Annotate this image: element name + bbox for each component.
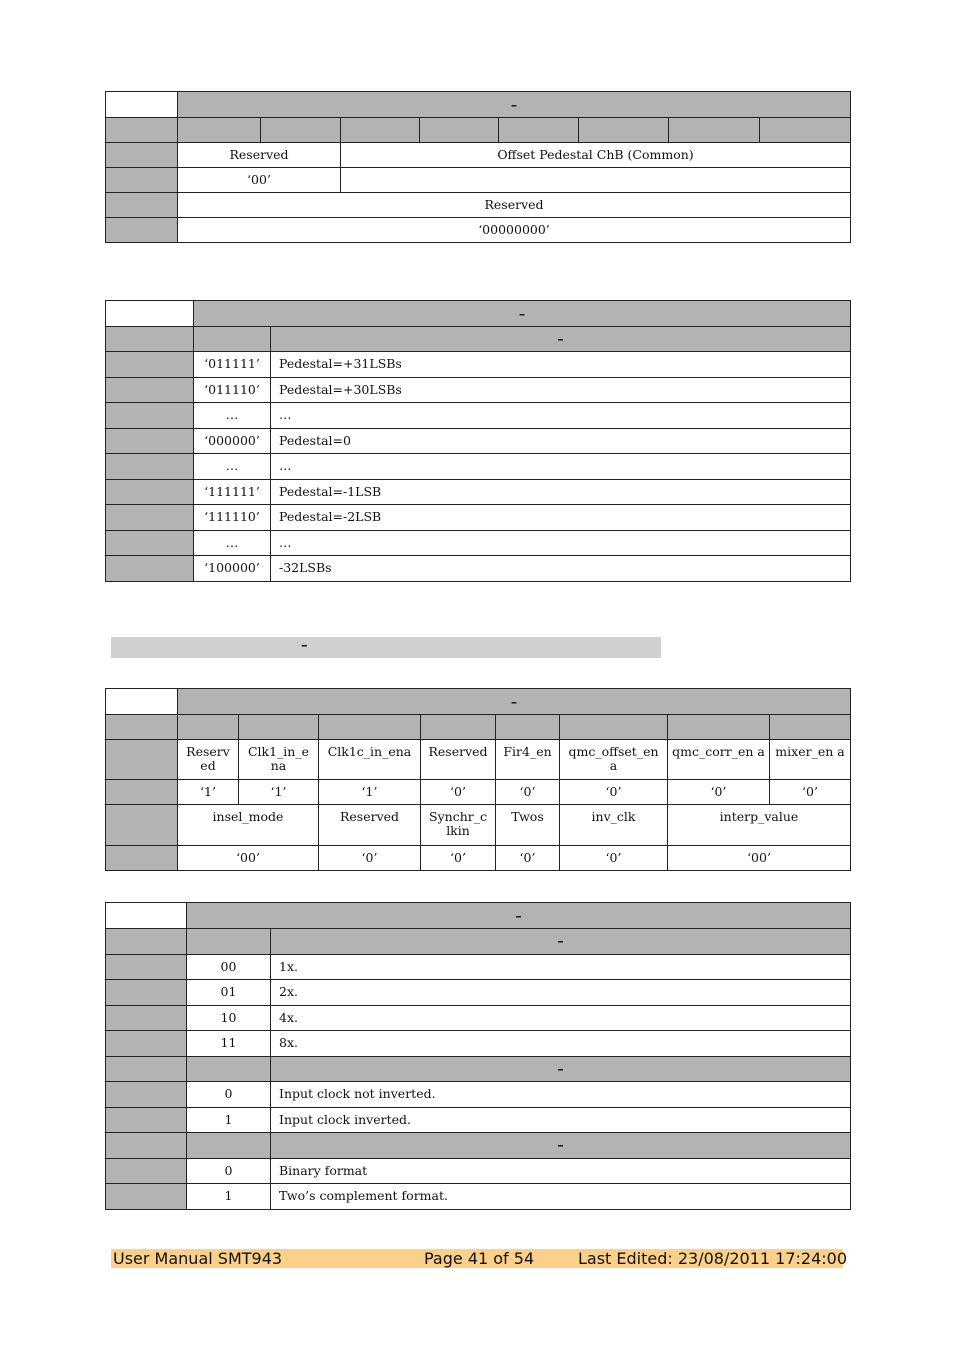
code-cell: ‘011110’ (194, 377, 271, 403)
bit-header (760, 118, 851, 143)
row-label (106, 428, 194, 454)
bit-header (420, 118, 499, 143)
header-corner (106, 301, 194, 327)
default-value: ‘0’ (668, 780, 770, 805)
row-label (106, 740, 178, 780)
value-header (187, 1133, 271, 1159)
row-label (106, 1184, 187, 1210)
header-corner (106, 903, 187, 929)
field-qmc-offset-ena: qmc_offset_en a (560, 740, 668, 780)
row-label (106, 118, 178, 143)
value-header (187, 929, 271, 955)
table-header: – (187, 903, 851, 929)
bit-header (178, 715, 239, 740)
description-cell: Pedestal=+30LSBs (271, 377, 851, 403)
field-reserved: Reserved (319, 805, 421, 846)
default-value: ‘0’ (496, 846, 560, 871)
section-heading (111, 637, 661, 658)
description-cell: 1x. (271, 954, 851, 980)
section-heading-dash: – (301, 638, 308, 653)
code-cell: … (194, 403, 271, 429)
default-value: ‘1’ (239, 780, 319, 805)
bit-header (341, 118, 420, 143)
field-insel-mode: insel_mode (178, 805, 319, 846)
code-cell: ‘100000’ (194, 556, 271, 582)
field-twos: Twos (496, 805, 560, 846)
row-label (106, 1082, 187, 1108)
default-value: ‘0’ (560, 846, 668, 871)
header-corner (106, 689, 178, 715)
group-header: – (271, 1133, 851, 1159)
description-cell: Pedestal=-1LSB (271, 479, 851, 505)
row-label (106, 1107, 187, 1133)
field-synchr-clkin: Synchr_c lkin (421, 805, 496, 846)
field-mixer-ena: mixer_en a (770, 740, 851, 780)
default-value: ‘0’ (421, 780, 496, 805)
description-cell: -32LSBs (271, 556, 851, 582)
default-value: ‘00’ (178, 846, 319, 871)
description-cell: Two’s complement format. (271, 1184, 851, 1210)
code-cell: 11 (187, 1031, 271, 1057)
field-reserved: Reserved (178, 193, 851, 218)
code-cell: … (194, 530, 271, 556)
default-value: ‘00’ (178, 168, 341, 193)
code-cell: 0 (187, 1082, 271, 1108)
footer-page-number: Page 41 of 54 (424, 1249, 535, 1268)
description-cell: … (271, 454, 851, 480)
row-label (106, 143, 178, 168)
row-label (106, 929, 187, 955)
row-label (106, 954, 187, 980)
code-cell: … (194, 454, 271, 480)
code-cell: ‘111111’ (194, 479, 271, 505)
bit-header (319, 715, 421, 740)
default-value-empty (341, 168, 851, 193)
bit-header (421, 715, 496, 740)
row-label (106, 780, 178, 805)
row-label (106, 846, 178, 871)
bit-header (770, 715, 851, 740)
row-label (106, 454, 194, 480)
description-cell: Input clock inverted. (271, 1107, 851, 1133)
field-offset-pedestal: Offset Pedestal ChB (Common) (341, 143, 851, 168)
code-cell: 0 (187, 1158, 271, 1184)
code-cell: 10 (187, 1005, 271, 1031)
description-cell: Pedestal=+31LSBs (271, 352, 851, 378)
description-cell: 8x. (271, 1031, 851, 1057)
footer-last-edited: Last Edited: 23/08/2011 17:24:00 (578, 1249, 848, 1268)
code-cell: 00 (187, 954, 271, 980)
code-cell: ‘111110’ (194, 505, 271, 531)
description-cell: 2x. (271, 980, 851, 1006)
code-cell: ‘000000’ (194, 428, 271, 454)
field-qmc-corr-ena: qmc_corr_en a (668, 740, 770, 780)
row-label (106, 218, 178, 243)
bit-header (496, 715, 560, 740)
row-label (106, 980, 187, 1006)
row-label (106, 805, 178, 846)
value-header (194, 327, 271, 352)
row-label (106, 1031, 187, 1057)
row-label (106, 1158, 187, 1184)
row-label (106, 1133, 187, 1159)
row-label (106, 530, 194, 556)
row-label (106, 193, 178, 218)
row-label (106, 327, 194, 352)
header-corner (106, 92, 178, 118)
row-label (106, 1056, 187, 1082)
field-fir4-en: Fir4_en (496, 740, 560, 780)
group-header: – (271, 929, 851, 955)
default-value: ‘00000000’ (178, 218, 851, 243)
field-values-table (105, 902, 851, 1210)
register-table-offset-pedestal (105, 91, 851, 243)
description-header: – (271, 327, 851, 352)
default-value: ‘0’ (496, 780, 560, 805)
register-table-config (105, 688, 851, 871)
table-header: – (178, 92, 851, 118)
row-label (106, 352, 194, 378)
field-clk1c-in-ena: Clk1c_in_ena (319, 740, 421, 780)
page-footer (111, 1249, 848, 1268)
default-value: ‘0’ (319, 846, 421, 871)
description-cell: Pedestal=0 (271, 428, 851, 454)
code-cell: 01 (187, 980, 271, 1006)
bit-header (261, 118, 341, 143)
row-label (106, 1005, 187, 1031)
bit-header (178, 118, 261, 143)
row-label (106, 168, 178, 193)
pedestal-values-table (105, 300, 851, 582)
default-value: ‘0’ (421, 846, 496, 871)
description-cell: … (271, 530, 851, 556)
default-value: ‘0’ (770, 780, 851, 805)
group-header: – (271, 1056, 851, 1082)
description-cell: Binary format (271, 1158, 851, 1184)
table-header: – (194, 301, 851, 327)
field-clk1-in-ena: Clk1_in_e na (239, 740, 319, 780)
value-header (187, 1056, 271, 1082)
row-label (106, 556, 194, 582)
row-label (106, 715, 178, 740)
default-value: ‘1’ (319, 780, 421, 805)
field-reserved: Reserved (421, 740, 496, 780)
default-value: ‘0’ (560, 780, 668, 805)
bit-header (239, 715, 319, 740)
row-label (106, 403, 194, 429)
bit-header (560, 715, 668, 740)
footer-manual-title: User Manual SMT943 (113, 1249, 283, 1268)
row-label (106, 377, 194, 403)
description-cell: … (271, 403, 851, 429)
row-label (106, 505, 194, 531)
bit-header (579, 118, 669, 143)
description-cell: 4x. (271, 1005, 851, 1031)
code-cell: 1 (187, 1184, 271, 1210)
table-header: – (178, 689, 851, 715)
code-cell: ‘011111’ (194, 352, 271, 378)
code-cell: 1 (187, 1107, 271, 1133)
field-inv-clk: inv_clk (560, 805, 668, 846)
field-interp-value: interp_value (668, 805, 851, 846)
field-reserved: Reserved (178, 143, 341, 168)
bit-header (669, 118, 760, 143)
description-cell: Pedestal=-2LSB (271, 505, 851, 531)
bit-header (499, 118, 579, 143)
bit-header (668, 715, 770, 740)
default-value: ‘00’ (668, 846, 851, 871)
row-label (106, 479, 194, 505)
field-reserved: Reserv ed (178, 740, 239, 780)
description-cell: Input clock not inverted. (271, 1082, 851, 1108)
default-value: ‘1’ (178, 780, 239, 805)
